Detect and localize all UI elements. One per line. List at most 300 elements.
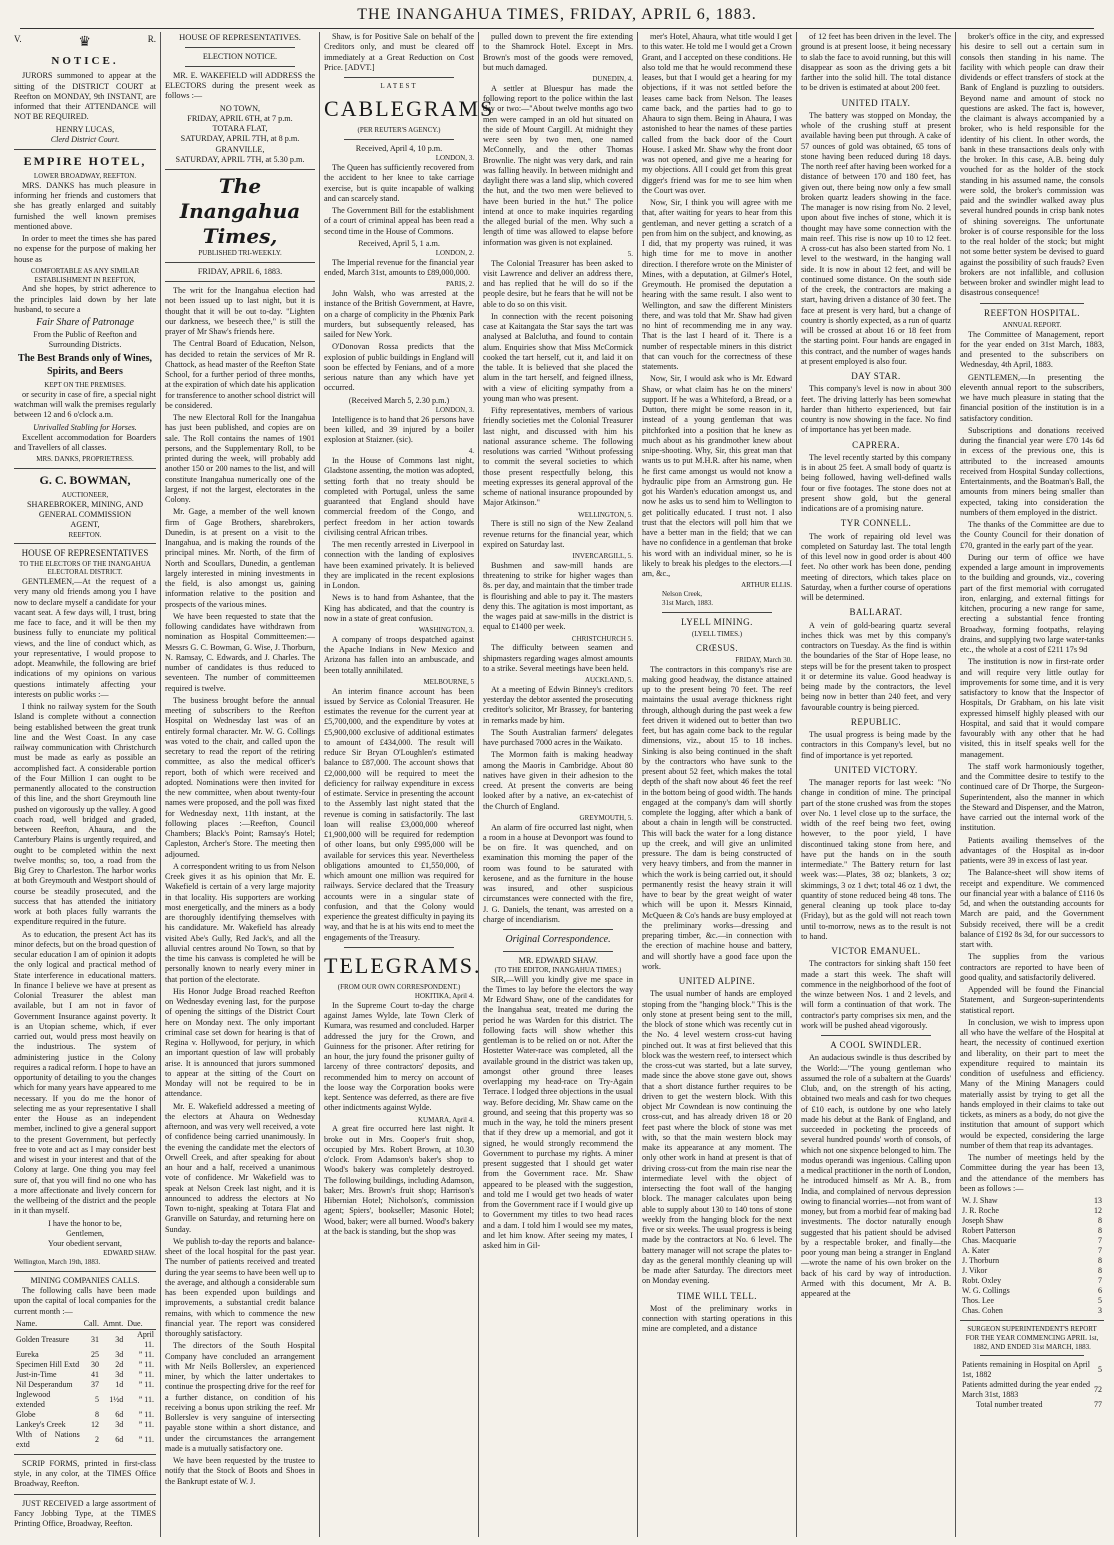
victory-report: The manager reports for last week: "No change in condition of mine. The principal part of the stone crushed was from the stopes over No. 1 level close up to the surface, the width of the reef being two feet, owing however, to the poor yield, I have discontinued taking stone from here, and have put the hands on in the south intermediate." The Battery return for last week was:—Plates, 38 oz; blankets, 3 oz; skimmings, 3 oz 1 dwt; total 46 oz 1 dwt, the quantity of stone reduced being 48 tons. The general cleaning up took place to-day (Friday), but as the gold will not reach town until to-morrow, news as to the result is not to hand. <box>801 778 951 941</box>
stabling: Unrivalled Stabling for Horses. <box>33 422 137 432</box>
notice-heading: NOTICE. <box>51 54 119 67</box>
calls-cell: 30 <box>91 1359 100 1369</box>
dateline-hokitika: HOKITIKA, April 4. <box>414 992 474 1000</box>
annual-report: ANNUAL REPORT. <box>1002 320 1062 329</box>
calls-intro: The following calls have been made upon the capital of local companies for the current month :— <box>14 1286 156 1316</box>
meeting-1: NO TOWN, <box>219 103 261 113</box>
table-row <box>960 1196 1104 1206</box>
to-electors: TO THE ELECTORS OF THE INANGAHUA ELECTORAL DISTRICT. <box>19 559 151 577</box>
reuter-note: (PER REUTER'S AGENCY.) <box>357 126 441 135</box>
member-attendance: 8 <box>1098 1266 1102 1275</box>
calls-cell: Globe <box>16 1409 36 1419</box>
column-2 <box>165 32 315 1537</box>
daystar-heading: DAY STAR. <box>851 371 901 381</box>
calls-cell: 2d <box>115 1359 124 1369</box>
table-row <box>14 1410 156 1420</box>
type-ad: JUST RECEIVED a large assortment of Fancy Jobbing Type, at the TIMES Printing Office, Broadway, Reefton. <box>14 1498 156 1528</box>
received-3: (Received March 5, 2.30 p.m.) <box>348 395 450 405</box>
telegram-p4: In connection with the recent poisoning case at Kaitangata the Star says the tart was analysed at Balclutha, and found to contain alum. Enquiries show that Miss McCormick cooked the tart herself, cut it, and laid it on the table. It is believed that she placed the alum in the tart herself, and feigned illness, with a view of eliciting sympathy from a young man who was present. <box>483 311 633 403</box>
shaw-servant: Your obedient servant, <box>48 1239 122 1248</box>
editorial-p6: The business brought before the annual meeting of subscribers to the Reefton Hospital on Wednesday last was of an entirely formal character. Mr. W. G. Collings was voted to the chair, and called upon the secretary to read the report of the retiring committee, as also the medical officer's report, both of which were received and adopted. Nominations were then invited for the new committee, when about twenty-four names were proposed, and the poll was fixed for Wednesday next, 11th instant, at the following places :—Reefton, Council Chambers; Black's Point; Ramsay's Hotel; Capleston, Archer's Store. The meeting then adjourned. <box>165 695 315 859</box>
member-name: Thos. Lee <box>962 1296 994 1305</box>
time-cont: of 12 feet has been driven in the level. The ground is at present loose, it being necessary to slab the face to avoid running, but this will disappear as soon as the driving gets a bit farther into the solid hill. The total distance to be driven is estimated at about 200 feet. <box>801 32 951 93</box>
telegram-p11: The Mormon faith is making headway among the Maoris in Cambridge. About 80 natives have given in their adhesion to the creed. At present the converts are being looked after by a native, an ex-catechist of the Church of England. <box>483 750 633 811</box>
table-row <box>960 1216 1104 1226</box>
divider <box>165 281 315 282</box>
calls-header: Call. <box>83 1318 100 1328</box>
bowman-sharebroker: SHAREBROKER, MINING, AND <box>27 499 143 509</box>
editorial-p11: The directors of the South Hospital Company have concluded an arrangement with Mr Neils Bollerslev, an experienced miner, by which the latter undertakes to continue the prospecting drive for the reef for a further distance, on condition of his receiving a bonus upon striking the reef. Mr Bollerslev is very sanguine of intersecting payable stone within a short distance, and under the circumstances the arrangement made is a mutually satisfactory one. <box>165 1341 315 1453</box>
editorial-p2: The Central Board of Education, Nelson, has decided to retain the services of Mr R. Chattock, as head master of the Reefton State School, for a further period of three months, at the expiration of which date his application for transference to another school district will be considered. <box>165 339 315 410</box>
italy-report: The battery was stopped on Monday, the whole of the crushing stuff at present available having been put through. A cake of 57 ounces of gold was obtained, 65 tons of stone having been reduced during 18 days. The north reef after having been worked for a distance of between 170 and 180 feet, has given out, there being now only a few small broken quartz leaders showing in the face. The manager is now rising from No. 2 level, upon about five inches of stone, which it is thought may have some connection with the main reef. This rise is now up 10 to 12 feet. A cross-cut has also been started from No. 1 level to the westward, in the hanging wall side. It is now in about 12 feet, and will be continued some distance. On the south side of the creek, the contractors are making a start, having driven a distance of 30 feet. The face at present is very hard, but a change of country is shortly expected, as a run of quartz will be crossed at about 16 or 18 feet from the starting point. Four hands are engaged in this contract, and the number of wages hands at present employed is also four. <box>801 110 951 366</box>
member-attendance: 12 <box>1094 1206 1102 1215</box>
emanuel-report: The contractors for sinking shaft 150 feet made a start this week. The shaft will commence in the neighborhood of the foot of the winze between Nos. 1 and 2 levels, and will form a continuation of that work. The contractor's party comprises six men, and the work will be pushed ahead vigorously. <box>801 959 951 1030</box>
table-row <box>960 1256 1104 1266</box>
letter-cont-3: Now, Sir, I would ask who is Mr. Edward Shaw, or what claim has he on the miners' support. If he was a Whiteford, a Bread, or a Dutton, there might be some reason in it, instead of a young gentleman that was pitchforked into a position that he knew as much about as his grandmother knew about snipe-shooting. Why, Sir, this great man that wants us to put M.H.R. after his name, when he first came amongst us would not know a hydraulic pipe from an Armstrong gun. He got his Warden's education amongst us, and now he asks us to send him to Wellington to get politically educated. I trust not. I also trust that the electors will poll him that we have a better man in the field; that we can have no confidence in a gentleman that broke his word with an individual miner, so he is likely to break his pledges to the electors.—I am, &c., <box>642 374 792 578</box>
published-tri-weekly: PUBLISHED TRI-WEEKLY. <box>198 249 282 258</box>
calls-cell: ” 11. <box>138 1349 154 1359</box>
time-heading: TIME WILL TELL. <box>676 1290 758 1301</box>
divider <box>344 139 454 140</box>
meeting-3: GRANVILLE, <box>215 144 265 154</box>
calls-cell: 37 <box>91 1379 100 1389</box>
hospital-p9: Patients availing themselves of the advantages of the Hospital as in-door patients, were 39 in excess of last year. <box>960 835 1104 865</box>
editorial-p1: The writ for the Inangahua election had not been issued up to last night, but it is thought that it will be out to-day. "Lighten our darkness, we beseech thee," is still the prayer of Mr Shaw's friends here. <box>165 286 315 337</box>
meeting-1-date: FRIDAY, APRIL 6TH, at 7 p.m. <box>187 113 293 123</box>
calls-cell: 5 <box>95 1394 100 1404</box>
danks-ad-5: Fair Share of Patronage <box>36 317 134 328</box>
divider <box>14 149 156 150</box>
member-name: J. R. Roche <box>962 1206 999 1215</box>
cable-q11: An interim finance account has been issued by Service as Colonial Treasurer. He estimates the revenue for the current year at £5,700,000, and the expenditure by votes at £5,900,000 exclusive of additional estimates to amount of £434,000. The result will reduce Sir Bryan O'Loughlen's estimated balance to £87,000. The account shows that £2,000,000 will be required to meet the deficiency for railway expenditure in excess of estimate. Service in presenting the account to the Assembly last night stated that the revenue is coming in satisfactorily. The last loan will realise £3,000,000 whereof £1,900,000 will be required for redemption of other loans, but only £995,000 will be available for services this year. Nevertheless obligations amounted to £1,550,000, of which amount one million was required for railways. Service declared that the Treasury accounts were in a singular state of confusion, and that the Colony would experience the greatest difficulty in paying its way, and that he is at his wits end to meet the engagements of the Treasury. <box>324 686 474 942</box>
dateline-auckland: AUCKLAND, 5. <box>584 676 633 684</box>
telegram-p8: The difficulty between seamen and shipmasters regarding wages almost amounts to a strike. Several meetings have been held. <box>483 643 633 673</box>
telegram-p2: A settler at Bluespur has made the following report to the police within the last day or two:—"About twelve months ago two men were camped in an old hut situated on the side of Mount Cargill. At midnight they were seen by two men, one named McConnelly, and the other Thomas Brownlie. The night was very dark, and rain was falling heavily. In between midnight and daylight there was a land slip, which covered the hut, and the two men were believed to have been buried in the hut." The police intend at once to make inquiries regarding the alleged burial of the men. Why such a length of time was allowed to elapse before information was given is not explained. <box>483 83 633 247</box>
caprera-heading: CAPRERA. <box>852 439 900 450</box>
cable-q7: In the House of Commons last night, Gladstone assenting, the motion was adopted, setting forth that no treaty should be completed with Portugal, unless the same guaranteed that England should have commercial freedom of the Congo, and perfect freedom in her action towards civilising central African tribes. <box>324 456 474 537</box>
divider <box>14 1454 156 1455</box>
election-notice: ELECTION NOTICE. <box>202 51 278 61</box>
dateline-london-2: LONDON, 2. <box>435 249 474 257</box>
shaw-dateline: Wellington, March 19th, 1883. <box>14 1258 101 1266</box>
divider <box>960 1320 1104 1321</box>
member-attendance: 7 <box>1098 1246 1102 1255</box>
paper-title: The Inangahua Times, <box>179 174 301 249</box>
shaw-railway: I think no railway system for the South Island is complete without a connection being established between the great trunk line and the West Coast. In any case railway communication with Christchurch must be made as early as possible an accomplished fact. A considerable portion of the Four Million I can ought to be permanently allocated to the construction of this line, and the short Greymouth line pushed on vigorously up the valley. A good coach road, well bridged and graded, between Reefton, Ahaura, and the Canterbury Plains is urgently required, and ought to be completed within the next twelve months; so, too, a road from the Big Grey to Charleston. The harbor works at both Greymouth and Westport should of course be steadily prosecuted, and the success that has attended the initiatory work at both places fully warrants the expenditure required in the future. <box>14 702 156 927</box>
danks-ad-6: From the Public of Reefton and Surrounding Districts. <box>33 329 137 349</box>
bowman-general: GENERAL COMMISSION <box>38 510 132 519</box>
hospital-p5: The thanks of the Committee are due to the County Council for their donation of £70, granted in the early part of the year. <box>960 520 1104 550</box>
cable-q10: A company of troops despatched against the Apache Indians in New Mexico and Arizona has fallen into an ambuscade, and been totally annihilated. <box>324 634 474 675</box>
hospital-heading: REEFTON HOSPITAL. <box>983 307 1081 318</box>
daystar-report: This company's level is now in about 300 feet. The driving latterly has been somewhat harder than hitherto experienced, but fair country is now showing in the face. No find of importance has yet been made. <box>801 384 951 435</box>
jurors-notice: JURORS summoned to appear at the sitting of the DISTRICT COURT at Reefton on MONDAY, 9th INSTANT, are informed that their ATTENDANCE will NOT BE REQUIRED. <box>14 71 156 122</box>
hospital-p6: During our term of office we have expended a large amount in improvements to the building and grounds, viz., covering part of the first memorial with corrugated iron, enlarging, and external fittings for kitchen, procuring a new range for same, erecting a substantial fence fronting Broadway, forming footpaths, relaying drains, and supplying two large water-tanks etc., the whole at a cost of £211 17s 9d <box>960 552 1104 654</box>
jurors-signature-title: Clerd District Court. <box>50 134 120 144</box>
table-row <box>14 1360 156 1370</box>
original-correspondence: Original Correspondence. <box>505 934 611 945</box>
calls-cell: 6d <box>115 1409 124 1419</box>
editorial-p9: Mr. E. Wakefield addressed a meeting of the electors at Ahaura on Wednesday afternoon, and was very well received, a vote of confidence being carried unanimously. In the evening the candidate met the electors of Orwell Creek, and after speaking for about an hour and a half, received a unanimous vote of confidence. Mr Wakefield was to speak at Nelson Creek last night, and it is announced to address the electors at No Town to-night, speaking at Totara Flat and Granville on Saturday, and returning here on Sunday. <box>165 1101 315 1234</box>
danks-ad-1: MRS. DANKS has much pleasure in informing her friends and customers that she has greatly enlarged and suitably furnished the well known premises mentioned above. <box>14 180 156 231</box>
table-row <box>14 1370 156 1380</box>
telegram-cont: pulled down to prevent the fire extending to the Shamrock Hotel. Except in Mrs. Brown's most of the goods were removed, but much damaged. <box>483 32 633 72</box>
calls-cell: Eureka <box>16 1349 39 1359</box>
member-name: Chas. Macquarie <box>962 1236 1017 1245</box>
telegram-p3: The Colonial Treasurer has been asked to visit Lawrence and deliver an address there, and has replied that he will do so if the people desire, but he fears that he will not be able to do so on this visit. <box>483 258 633 309</box>
divider <box>165 262 315 263</box>
shaw-gentlemen: Gentlemen, <box>66 1228 104 1238</box>
own-correspondent: (FROM OUR OWN CORRESPONDENT.) <box>337 983 461 992</box>
danks-signature: MRS. DANKS, PROPRIETRESS. <box>36 455 134 464</box>
tyr-report: The work of repairing old level was completed on Saturday last. The total length of this level now in good order is about 400 feet. No other work has been done, pending meeting of directors, which takes place on Saturday, when a further course of operations will be determined. <box>801 531 951 602</box>
divider <box>344 77 454 78</box>
letter-cont-2: Now, Sir, I think you will agree with me that, after waiting for years to hear from this gentleman, and never getting a scratch of a pen from him on the subject, and knowing, as I did, that my property was ruined, it was high time for me to move in another direction. I therefore wrote on the Minister of Mines, with a deputation, at Gilmer's Hotel, Greymouth. He promised the deputation a hearing with the same result. I also went to Wellington, and saw the different Ministers there, and was told that Mr. Shaw had given no hint of recommending me in any way. That is the last I heard of it. There is a number of respectable miners in this district that can vouch for the correctness of these statements. <box>642 198 792 371</box>
letter-cont-1: mer's Hotel, Ahaura, what title would I get to this water. He told me I would get a Crown Grant, and I accepted on these conditions. He also told me that he would recommend these leases, but that I would get a hearing for my objections, if it was not settled before the leases came back from Nelson. The leases came back, and the parties had to go to Ahaura to sign them. Being in Ahaura, I was astonished to hear the names of these parties called from the back door of the Court House. I asked Mr. Shaw why the front door was not opened, and give me a hearing for my objections. All I could get from this great digger's friend was for me to see him when the Court was over. <box>642 32 792 195</box>
republic-report: The usual progress is being made by the contractors in this Company's level, but no find of importance is yet reported. <box>801 730 951 760</box>
member-name: J. Thorburn <box>962 1256 1000 1265</box>
patients-total-label: Total number treated <box>976 1400 1043 1410</box>
member-attendance: 13 <box>1094 1196 1102 1205</box>
patients-remaining-value: 5 <box>1098 1365 1102 1375</box>
table-row <box>14 1390 156 1410</box>
telegram-p5: Fifty representatives, members of various friendly societies met the Colonial Treasurer last night, and discussed with him his national assurance scheme. The following resolutions was carried "Without professing to commit the several societies to which those present respectfully belong, this meeting expresses its general approval of the scheme of national insurance propounded by Major Atkinson." <box>483 406 633 508</box>
calls-cell: ” 11. <box>138 1379 154 1389</box>
empire-address: LOWER BROADWAY, REEFTON. <box>33 172 137 180</box>
swindler-report: An audacious swindle is thus described by the World:—"The young gentleman who assumed the role of a subaltern at the Guards' Club, and, on the strength of his acting, obtained two meals and cash for two cheques of £10 each, is outdone by one who lately made his debut at the Bank of England, and succeeded in pocketing the proceeds of several hundred pounds' worth of consols, of which not one sixpence belonged to him. The modus operandi was ingenious. Calling upon a medical practitioner in the north of London, he introduced himself as Mr A. B., from India, and complained of nervous depression owing to financial worries—not from want of money, but from a morbid fear of making bad investments. The doctor naturally enough suggested that his patient should be advised by a respectable broker, and finally—the poor young man being a stranger in England—wrote the name of his own broker on the back of his card by way of introduction. Armed with this document, Mr A. B. appeared at the <box>801 1053 951 1298</box>
swindler-heading: A COOL SWINDLER. <box>830 1040 922 1050</box>
swindler-cont: broker's office in the city, and expressed his desire to sell out a certain sum in consols then standing in his name. The facility with which people can draw their dividends or effect transfers of stock at the Bank of England is puzzling to outsiders. Beyond name and amount of stock no questions are asked. The fact is, however, the claimant is always accompanied by a broker, who is held responsible for the identity of his client. In other words, the bank in these transactions deals only with the broker. In this case, A.B. being duly vouched for as the holder of the stock standing in his assumed name, the consols were sold, the broker's commission was paid and the swindler walked away plus several hundred pounds in crisp bank notes of shining sovereigns. The unfortunate broker is of course responsible for the loss to the real holder of the stock; but might not some better system be devised to guard against the possibility of such frauds? Even brokers are not infallible, and collusion between broker and swindler might lead to disastrous consequence! <box>960 32 1104 298</box>
dateline-london-3: LONDON, 3. <box>435 154 474 163</box>
letter-title: MR. EDWARD SHAW. <box>518 955 598 965</box>
telegram-t2: A great fire occurred here last night. It broke out in Mrs. Cooper's fruit shop, occupied by Mrs. Robert Brown, at 10.30 o'clock. From Adamson's baker's shop to Wood's bakery was completely destroyed. The following buildings, including Adamson, baker; Mrs. Brown's fruit shop; Harrison's Hibernian Hotel; Nicholson's, commission agent; Spiers', bookseller; Masonic Hotel; Wood, baker; were all burned. Wood's bakery at the back is standing, but the shop was <box>324 1124 474 1236</box>
column-rule <box>160 32 161 1537</box>
dateline-paris: PARIS, 2. <box>446 280 474 289</box>
divider <box>14 543 156 544</box>
calls-cell: 3d <box>115 1369 124 1379</box>
calls-cell: Just-in-Time <box>16 1369 57 1379</box>
divider <box>503 951 613 952</box>
member-name: A. Kater <box>962 1246 990 1255</box>
divider <box>821 1035 931 1036</box>
calls-cell: 3d <box>115 1349 124 1359</box>
editorial-p10: We publish to-day the reports and balance-sheet of the local hospital for the past year. The number of patients received and treated during the year seems to have been well up to the average, and although a considerable sum has been expended upon buildings and improvements, a substantial credit balance remains, with which to commence the new financial year. The report was considered thoroughly satisfactory. <box>165 1236 315 1339</box>
letter-signature: ARTHUR ELLIS. <box>741 581 792 590</box>
dateline-greymouth: GREYMOUTH, 5. <box>579 813 633 822</box>
scrip-ad: SCRIP FORMS, printed in first-class style, in any color, at the TIMES Office Broadway, Reefton. <box>14 1458 156 1489</box>
hospital-p10: The Balance-sheet will show items of receipt and expenditure. We commenced our financial year with a balance of £116 0s 5d, and when the outstanding accounts for March are paid, and the Government Subsidy received, there will be a credit balance of £192 8s 3d, for our successors to start with. <box>960 868 1104 949</box>
editorial-p4: Mr. Gage, a member of the well known firm of Gage Brothers, sharebrokers, Dunedin, is at present on a visit to the Inangahua, and is making the rounds of the principal mines. Mr. North, of the firm of North and Scoullars, Dunedin, a gentleman largely interested in mining investments in the field, is also amongst us, gaining information relative to the position and prospects of the various mines. <box>165 507 315 609</box>
ballarat-heading: BALLARAT. <box>849 607 903 618</box>
croesus-date: FRIDAY, March 30. <box>735 655 792 664</box>
cable-q5: O'Donovan Rossa predicts that the explosion of public buildings in England will soon be effected by Fenians, and of a more serious nature than any which have yet occurred. <box>324 342 474 393</box>
meeting-3-date: SATURDAY, APRIL 7TH, at 5.30 p.m. <box>175 154 305 164</box>
cable-q6: Intelligence is to hand that 26 persons have been killed, and 39 injured by a boiler explosion at Staizner. (sic). <box>324 414 474 444</box>
member-attendance: 8 <box>1098 1216 1102 1225</box>
bowman-heading: G. C. BOWMAN, <box>39 473 131 487</box>
table-row <box>14 1350 156 1360</box>
dateline-invercargill: INVERCARGILL, 5. <box>572 552 633 560</box>
croesus-heading: CRŒSUS. <box>695 642 739 653</box>
member-name: J. Vikor <box>962 1266 988 1275</box>
calls-cell: 25 <box>91 1349 100 1359</box>
letter-date: 31st March, 1883. <box>662 598 713 607</box>
calls-cell: Lankey's Creek <box>16 1419 66 1429</box>
bowman-auctioneer: AUCTIONEER, <box>61 491 109 499</box>
divider <box>14 1271 156 1272</box>
telegram-p7: Bushmen and saw-mill hands are threatening to strike for higher wages than 8s. per day, and maintain that the timber trade is flourishing and able to pay it. The masters deny this. The agitation is most important, as the wages paid at saw-mills in the district is equal to £1400 per week. <box>483 560 633 632</box>
croesus-report: The contractors in this company's rise are making good headway, the distance attained up to the present being 70 feet. The reef maintains the usual average thickness right through, although during the past week a few feet driven it widened out to better than two feet, but has again come back to the regular dimensions, viz., about 15 to 18 inches. Sinking is also being continued in the shaft by the contractors who have sunk to the present about 52 feet, which makes the total depth of the shaft now about 46 feet the reef in the bottom being of good width. The hands engaged at the company's dam will shortly complete the logging, after which a bank of about a chain in length will be constructed. This will back the water for a long distance up the creek, and will give an unlimited pressure. The dam is being constructed of very heavy timbers, and from the manner in which the work is being carried out, it should permanently resist the heavy strain it will have to bear by the great weight of water which will be upon it. Messrs Kinnaid, McQueen & Co's hands are busy employed at the preliminary works—dressing and preparing timber, &c.—in connection with the erection of machine house and battery, and will shortly have a good face upon the work. <box>642 664 792 971</box>
cablegrams-heading: CABLEGRAMS <box>324 95 495 121</box>
surgeon-report-heading: SURGEON SUPERINTENDENT'S REPORT FOR THE YEAR COMMENCING APRIL 1st, 1882, AND ENDED 31st MARCH, 1883. <box>965 1325 1099 1351</box>
member-attendance: 8 <box>1098 1226 1102 1235</box>
table-row <box>960 1296 1104 1306</box>
column-rule <box>796 32 797 1537</box>
hospital-p11: The supplies from the various contractors are reported to have been of good quality, and satisfactorily delivered. <box>960 952 1104 982</box>
telegram-p9: At a meeting of Edwin Binney's creditors yesterday the debtor assented the prosecuting creditor's solicitor, Mr Brassey, for bantering in remarks made by him. <box>483 684 633 725</box>
table-row <box>14 1430 156 1450</box>
member-attendance: 8 <box>1098 1256 1102 1265</box>
patients-remaining-label: Patients remaining in Hospital on April 1st, 1882 <box>962 1360 1090 1380</box>
hospital-p14: The number of meetings held by the Committee during the year has been 13, and the attendance of the members has been as follows :— <box>960 1153 1104 1193</box>
calls-cell: 41 <box>91 1369 100 1379</box>
divider <box>662 612 772 613</box>
column-7 <box>960 32 1104 1537</box>
meeting-2-date: SATURDAY, APRIL 7TH, at 8 p.m. <box>180 134 300 144</box>
masthead-rule <box>20 28 1094 29</box>
editorial-p3: The new Electoral Roll for the Inangahua has just been published, and copies are on sale. The Roll contains the names of 1901 persons, and the Supplementary Roll, to be printed during the week, will probably add another 150 or 200 names to the list, and will constitute Inangahua numerically one of the largest, if not the largest, electorates in the Colony. <box>165 413 315 505</box>
vr-left: V. <box>14 34 22 44</box>
patients-total-value: 77 <box>1094 1400 1102 1410</box>
divider <box>165 169 315 170</box>
telegram-p10: The South Australian farmers' delegates have purchased 7000 acres in the Waikato. <box>483 727 633 747</box>
divider <box>503 929 613 930</box>
member-name: Robt. Oxley <box>962 1276 1002 1285</box>
letter-p1: SIR,—Will you kindly give me space in the Times to lay before the electors the way Mr Edward Shaw, one of the candidates for the Inangahua seat, treated me during the period he was Warden for this district. The following facts will show whether this gentleman is to be relied on or not. After the Hostetter Water-race was completed, all the available ground in the district was taken up, amongst other ground three leases overlapping my head-race on Try-Again Terrace. I lodged three objections in the usual way. Before deciding, Mr. Shaw came on the ground, and seeing that this property was so much in the way, he told the miners present that if they drew up a memorial, and got it signed, he would strongly recommend the Government to purchase my rights. A miner present suggested that I should get water from the Government race. Mr. Shaw appeared to be pleased with the suggestion, and told me I would get two heads of water from the Government race if I would give up to Government my titles to two head races and a dam. I told him I would see my mates, and let him know. After seeing my mates, I asked him in Gil- <box>483 974 633 1250</box>
table-row <box>14 1380 156 1390</box>
telegrams-heading: TELEGRAMS. <box>324 952 482 978</box>
patients-table <box>960 1360 1104 1410</box>
to-editor: (TO THE EDITOR, INANGAHUA TIMES.) <box>494 965 622 974</box>
royal-arms <box>14 34 156 52</box>
calls-cell: ” 11. <box>138 1409 154 1419</box>
column-rule <box>637 32 638 1537</box>
column-rule <box>955 32 956 1537</box>
masthead: THE INANGAHUA TIMES, FRIDAY, APRIL 6, 1883. <box>357 6 757 23</box>
shaw-signature: EDWARD SHAW. <box>103 1249 156 1258</box>
ballarat-report: A vein of gold-bearing quartz several inches thick was met by this company's contractors on Tuesday. As the find is within the boundaries of the Star of Hope lease, no steps will be for the present taken to prospect it or determine its value. Good headway is being made by the contractors, the level being now in better than 240 feet, and very favourable country is being pierced. <box>801 620 951 712</box>
column-5 <box>642 32 792 1537</box>
divider <box>14 468 156 469</box>
member-name: Chas. Cohen <box>962 1306 1003 1315</box>
letter-place: Nelson Creek, <box>662 590 703 598</box>
dateline-london-3b: LONDON, 3. <box>435 405 474 414</box>
member-name: W. J. Shaw <box>962 1196 998 1205</box>
divider <box>980 303 1084 304</box>
shaw-address: GENTLEMEN,—At the request of a very many old friends among you I have now to declare myself a candidate for your vacant seat. A few days will, I trust, bring me face to face, and it will be then my business fully to enunciate my political views, and the line of conduct which, as your representative, I would propose to adopt. Meanwhile, the following are brief indications of my opinions on various questions intimately affecting your interests on public works :— <box>14 577 156 699</box>
calls-cell: 1d <box>115 1379 124 1389</box>
calls-cell: ” 11. <box>138 1419 154 1429</box>
editorial-p7: A correspondent writing to us from Nelson Creek gives it as his opinion that Mr. E. Wakefield is certain of a very large majority in that locality. His supporters are working most energetically, and the miners as a body are thoroughly identifying themselves with his candidature. Mr. Wakefield has already visited Abe's Gully, Red Jack's, and all the alluvial centres around No Town, so that by the time his canvass is completed he will be personally known to nearly every miner in that portion of the electorate. <box>165 861 315 984</box>
column-rule <box>478 32 479 1537</box>
calls-cell: 31 <box>91 1334 100 1344</box>
house-heading-2: HOUSE OF REPRESENTATIVES. <box>179 32 301 42</box>
dateline-christchurch: CHRISTCHURCH 5. <box>571 634 633 643</box>
calls-cell: Specimen Hill Extd <box>16 1359 80 1369</box>
calls-header: Name. <box>14 1319 82 1330</box>
calls-header: Amnt. <box>103 1318 124 1328</box>
empire-hotel-heading: EMPIRE HOTEL, <box>23 154 147 168</box>
emanuel-heading: VICTOR EMANUEL. <box>831 946 921 956</box>
dateline-washington: WASHINGTON, 3. <box>418 626 474 634</box>
calls-cell: 8 <box>95 1409 100 1419</box>
mining-calls-heading: MINING COMPANIES CALLS. <box>30 1275 140 1285</box>
received-2: Received, April 5, 1 a.m. <box>358 238 440 248</box>
alpine-report: The usual number of hands are employed stoping from the "hanging block." This is the only stone at present being sent to the mill, the block of stone which was recently cut in the No. 4 level western cross-cut having pinched out. It was at first believed that this block was the western reef, to intersect which the cross-cut was started, but a late survey, made since the above stone gave out, shows that a short distance further requires to be driven to get the western block. With this object Mr Cowndean is now continuing the cross-cut, and has already driven 18 or 20 feet past where the block of stone was met with, so that the main western block may make its appearance at any moment. The only other work in hand at present is that of driving cross-cut from the main rise near the intermediate level with the object of intersecting the foot wall of the hanging block. The manager calculates upon being able to supply about 130 to 140 tons of stone weekly from the hanging block for the next five or six weeks. The usual progress is being made by the contractors at No. 6 level. The battery manager will not scrape the plates to-day as the general monthly cleaning up will be made after Saturday. The directors meet on Monday evening. <box>642 989 792 1286</box>
calls-cell: 6d <box>115 1434 124 1444</box>
dateline: FRIDAY, APRIL 6, 1883. <box>197 266 283 276</box>
telegram-p12: An alarm of fire occurred last night, when a room in a house at Devonport was found to be on fire. It was quenched, and on examination this morning the paper of the room was found to be saturated with kerosene, and as the furniture in the house was insured, and other suspicious circumstances were connected with the fire, J. G. Daniels, the tenant, was arrested on a charge of incendiarism. <box>483 822 633 924</box>
calls-cell: 3d <box>115 1334 124 1344</box>
divider <box>185 66 295 67</box>
hospital-p2: The Committee of Management, report for the year ended on 31st March, 1883, and presented to the subscribers on Wednesday, 4th April, 1883. <box>960 329 1104 370</box>
received-1: Received, April 4, 10 p.m. <box>355 144 443 153</box>
hospital-p3: GENTLEMEN,—In presenting the eleventh annual report to the subscribers, we have much pleasure in stating that the financial position of the institution is in a satisfactory condition. <box>960 372 1104 423</box>
editorial-p12: We have been requested by the trustee to notify that the Stock of Boots and Shoes in the Bankrupt estate of W. J. <box>165 1456 315 1486</box>
wakefield-notice: MR. E. WAKEFIELD will ADDRESS the ELECTORS during the present week as follows :— <box>165 70 315 101</box>
jurors-signature: HENRY LUCAS, <box>55 124 115 134</box>
lyell-sub: (LYELL TIMES.) <box>691 629 743 638</box>
danks-ad-7: or security in case of fire, a special night watchman will walk the premises regularly between 12 and 6 o'clock a.m. <box>14 389 156 420</box>
best-brands: The Best Brands only of Wines, Spirits, and Beers <box>17 353 153 377</box>
table-row <box>14 1329 156 1350</box>
danks-ad-4: And she hopes, by strict adherence to the principles laid down by her late husband, to secure a <box>14 284 156 314</box>
hospital-p4: Subscriptions and donations received during the financial year were £70 14s 6d in excess of the previous one, this is attributed to the increased amounts received from Hospital Sunday collections, Entertainments, and the Boatman's Ball, the amounts from miners being smaller than expected, taking into consideration the numbers of them employed in the district. <box>960 425 1104 517</box>
cable-q3: The Imperial revenue for the financial year ended, March 31st, amounts to £89,000,000. <box>324 257 474 277</box>
table-row <box>960 1286 1104 1296</box>
hospital-p13: In conclusion, we wish to impress upon all who have the welfare of the Hospital at heart, the necessity of continued exertion and liberality, on their part to meet the expenditure required to maintain its condition of usefulness and efficiency. Many of the Mining Managers could materially assist by trying to get all the hands employed in their claims to take out tickets, as miners as a body, do not give the institution that amount of support which would be expected, considering the large number of them that reap its advantages. <box>960 1017 1104 1150</box>
boots-notice: Shaw, is for Positive Sale on behalf of the Creditors only, and must be cleared off immediately at a Great Reduction on Cost Price. [ADVT.] <box>324 32 474 72</box>
hospital-p12: Appended will be found the Financial Statement, and Surgeon-superintendents statistical report. <box>960 985 1104 1015</box>
calls-cell: 1½d <box>109 1394 124 1404</box>
cable-q2: The Government Bill for the establishment of a court of criminal appeal has been read a second time in the House of Commons. <box>324 206 474 236</box>
table-row <box>960 1206 1104 1216</box>
cable-q9: News is to hand from Ashantee, that the King has abdicated, and that the country is now in a state of great confusion. <box>324 593 474 623</box>
calls-header: Due. <box>125 1319 156 1330</box>
column-1 <box>14 32 156 1537</box>
cable-q4: John Walsh, who was arrested at the instance of the British Government, at Havre, on a charge of complicity in the Phœnix Park murders, but subsequently released, has sailed for New York. <box>324 289 474 339</box>
calls-cell: Golden Treasure <box>16 1334 70 1344</box>
meeting-2: TOTARA FLAT, <box>212 124 268 134</box>
calls-cell: 12 <box>91 1419 100 1429</box>
vr-right: R. <box>147 34 156 44</box>
time-report: Most of the preliminary works in connection with starting operations in this mine are completed, and a distance <box>642 1303 792 1334</box>
calls-cell: Nil Desperandum <box>16 1379 73 1389</box>
victory-heading: UNITED VICTORY. <box>834 764 918 775</box>
table-row <box>960 1380 1104 1400</box>
divider <box>344 947 454 948</box>
patients-admitted-value: 72 <box>1094 1385 1102 1395</box>
house-heading: HOUSE OF REPRESENTATIVES <box>21 548 149 559</box>
dateline-5: 5. <box>627 249 633 258</box>
dateline-melbourne: MELBOURNE, 5 <box>423 677 474 686</box>
member-attendance: 5 <box>1098 1296 1102 1305</box>
caprera-report: The level recently started by this company is in about 25 feet. A small body of quartz is being followed, having well-defined walls four or five footages. The stone does not at present show gold, but the general indications are of a promising nature. <box>801 452 951 513</box>
table-row <box>960 1266 1104 1276</box>
calls-table <box>14 1319 156 1450</box>
calls-cell: April 11. <box>137 1329 154 1349</box>
table-row <box>960 1246 1104 1256</box>
cable-q8: The men recently arrested in Liverpool in connection with the landing of explosives have been examined privately. It is believed they are implicated in the recent explosions in London. <box>324 540 474 590</box>
dateline-dunedin: DUNEDIN, 4. <box>592 75 633 83</box>
calls-cell: 3d <box>115 1419 124 1429</box>
telegram-p6: There is still no sign of the New Zealand revenue returns for the financial year, which expired on Saturday last. <box>483 519 633 549</box>
column-6 <box>801 32 951 1537</box>
editorial-p8: His Honor Judge Broad reached Reefton on Wednesday evening last, for the purpose of opening the sittings of the District Court here on Monday next. The only important criminal case set down for hearing is that of Regina v. Hollywood, for perjury, in which an important question of law will probably arise. It is announced that jurors summoned to appear at the sitting of the Court on Monday will not be required to be in attendance. <box>165 986 315 1099</box>
column-3 <box>324 32 495 1537</box>
crest-icon: ♛ <box>78 35 91 50</box>
table-row <box>960 1226 1104 1236</box>
cable-q1: The Queen has sufficiently recovered from the accident to her knee to take carriage exercise, but is quite incapable of walking and can scarcely stand. <box>324 163 474 203</box>
table-row <box>14 1420 156 1430</box>
table-row <box>960 1400 1104 1410</box>
attendance-table <box>960 1196 1104 1316</box>
divider <box>980 1355 1084 1356</box>
italy-heading: UNITED ITALY. <box>841 97 911 108</box>
alpine-heading: UNITED ALPINE. <box>678 976 756 986</box>
member-name: Robert Patterson <box>962 1226 1016 1235</box>
dateline-wellington: WELLINGTON, 5. <box>578 510 633 519</box>
danks-ad-3: COMFORTABLE AS ANY SIMILAR ESTABLISHMENT IN REEFTON, <box>30 266 140 284</box>
editorial-p5: We have been requested to state that the following candidates have withdrawn from nomination as Hospital Committeemen:—Messrs G. C. Bowman, G. Wise, J. Thorburn, N. Ramsay, C. Edwards, and J. Charles. The number of candidates is thus reduced to seventeen. The number of committeemen required is twelve. <box>165 611 315 693</box>
member-attendance: 3 <box>1098 1306 1102 1315</box>
table-row <box>960 1276 1104 1286</box>
shaw-honor: I have the honor to be, <box>48 1218 122 1228</box>
calls-cell: ” 11. <box>138 1434 154 1444</box>
lyell-heading: LYELL MINING. <box>681 616 753 627</box>
bowman-agent: AGENT, <box>70 520 100 530</box>
calls-cell: Wlth of Nations extd <box>16 1429 80 1449</box>
member-attendance: 6 <box>1098 1286 1102 1295</box>
latest: LATEST <box>380 82 418 90</box>
danks-ad-2: In order to meet the times she has pared no expense for the purpose of making her house as <box>14 234 156 264</box>
calls-cell: 2 <box>95 1434 100 1444</box>
tyr-heading: TYR CONNELL. <box>840 518 912 529</box>
hospital-p7: The institution is now in first-rate order and will require very little outlay for improvements for some time, and it is very satisfactory to know that the Inspector of Hospitals, Dr Grabham, on his late visit expressed himself highly pleased with our Hospital, and said that it would compare favourably with any other that he had visited, this in itself speaks well for the management. <box>960 657 1104 759</box>
table-row <box>960 1360 1104 1380</box>
member-attendance: 7 <box>1098 1236 1102 1245</box>
member-attendance: 7 <box>1098 1276 1102 1285</box>
dateline-kumara: KUMARA, April 4. <box>417 1115 474 1124</box>
dateline-4: 4. <box>468 447 474 456</box>
telegram-t1: In the Supreme Court to-day the charge against James Wylde, late Town Clerk of Kumara, was resumed and concluded. Harper addressed the jury for the Crown, and Guinness for the prisoner. After retiring for an hour, the jury found the prisoner guilty of larceny of three contractors' deposits, and recommended him to mercy on account of the loose way the Corporation books were kept. Sentence was deferred, as there are five other indictments against Wylde. <box>324 1000 474 1113</box>
calls-cell: ” 11. <box>138 1394 154 1404</box>
patients-admitted-label: Patients admitted during the year ended March 31st, 1883 <box>962 1380 1090 1400</box>
kept-on-premises: KEPT ON THE PREMISES. <box>44 381 126 389</box>
member-name: W. G. Collings <box>962 1286 1010 1295</box>
calls-cell: ” 11. <box>138 1359 154 1369</box>
shaw-education: As to education, the present Act has its minor defects, but on the broad question of secular education I am of opinion it adopts the only logical and practical method of State interference in educational matters. In finance I believe we have at present as Colonial Treasurer the ablest man available, but I am not in favor of Government Insurance against poverty. It is an Utopian scheme, which, if ever carried out, would press most heavily on the industrious. The system of administering justice in the Colony requires a radical reform. I hope to have an opportunity of detailing to you the changes which for many years have appeared to me necessary. If you do me the honor of selecting me as your representative I shall enter the House as an independent member, inclined to give a general support to the present Government, but perfectly free to vote and act as I may consider best and wisest in your interest and that of the Colony at large. One thing you may feel sure of, that you will find no one who has a more affectionate and lively concern for the wellbeing of the district and the people in it than myself. <box>14 929 156 1216</box>
table-row <box>960 1306 1104 1316</box>
column-4 <box>483 32 633 1537</box>
calls-cell: ” 11. <box>138 1369 154 1379</box>
danks-ad-8: Excellent accommodation for Boarders and Travellers of all classes. <box>14 432 156 452</box>
calls-cell: Inglewood extended <box>16 1389 51 1409</box>
hospital-p8: The staff work harmoniously together, and the Committee desire to testify to the continued care of Dr Thorpe, the Surgeon-Superintendent, also the manner in which the Steward and Dispenser, and the Matron, have carried out the internal work of the institution. <box>960 761 1104 833</box>
table-row <box>960 1236 1104 1246</box>
republic-heading: REPUBLIC. <box>850 716 902 727</box>
column-rule <box>319 32 320 1537</box>
